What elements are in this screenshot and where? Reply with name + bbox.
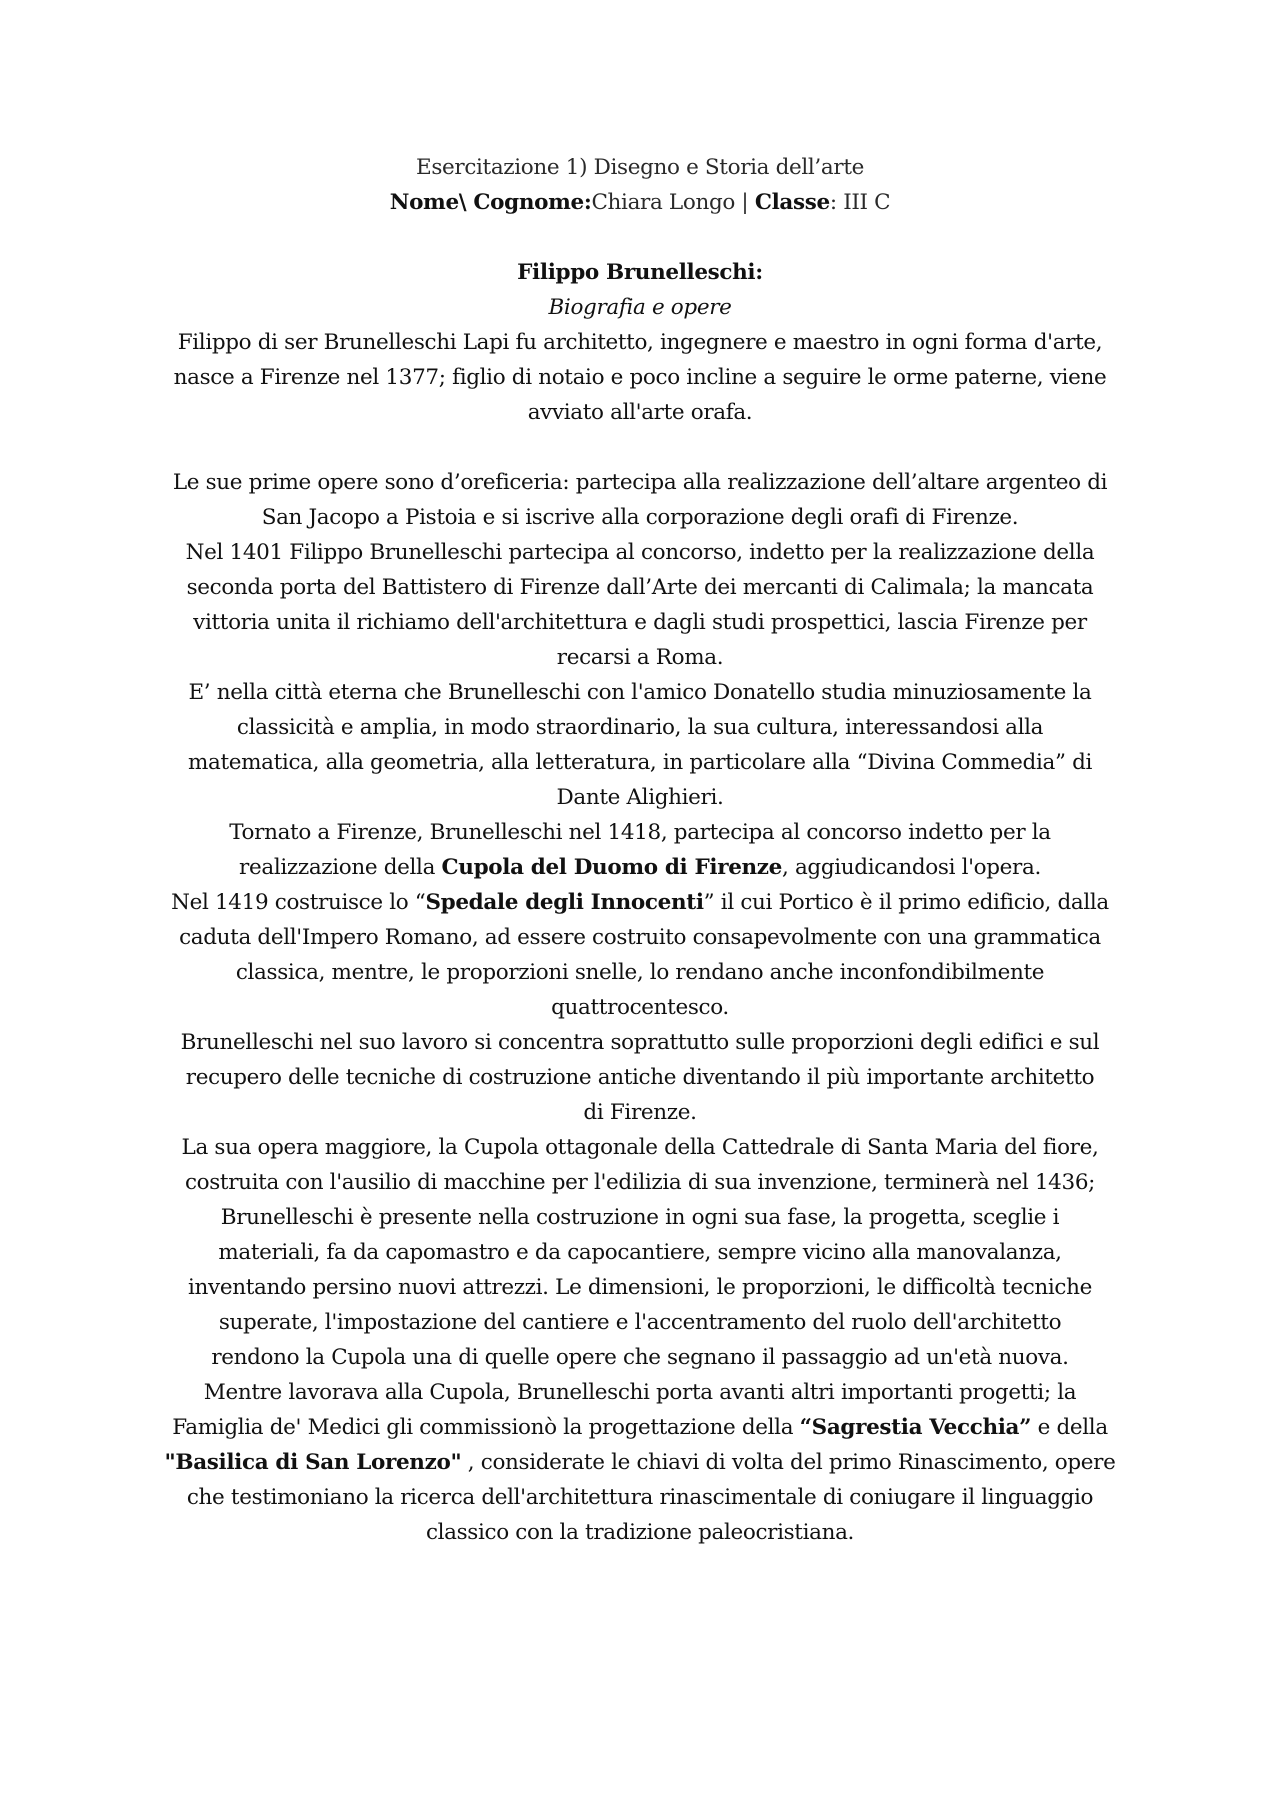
text-run: , considerate le chiavi di volta del primo Rinascimento, opere	[461, 1450, 1116, 1475]
body-line: costruita con l'ausilio di macchine per l'edilizia di sua invenzione, terminerà nel 1436;	[184, 1170, 1096, 1195]
exercise-heading: Esercitazione 1) Disegno e Storia dell’arte	[416, 155, 864, 180]
body-line: Filippo di ser Brunelleschi Lapi fu architetto, ingegnere e maestro in ogni forma d'arte,	[177, 330, 1103, 355]
name-label: Nome\ Cognome:	[389, 190, 592, 215]
body-line: quattrocentesco.	[551, 995, 729, 1020]
body-line: E’ nella città eterna che Brunelleschi con l'amico Donatello studia minuziosamente la	[188, 680, 1092, 705]
name-value: Chiara Longo |	[591, 190, 755, 215]
body-line	[140, 850, 1140, 885]
text-run: Famiglia de' Medici gli commissionò la progettazione della	[172, 1415, 800, 1440]
body-line: classicità e amplia, in modo straordinario, la sua cultura, interessandosi alla	[236, 715, 1044, 740]
body-line	[140, 1445, 1140, 1480]
text-run: Nel 1419 costruisce lo “	[171, 890, 426, 915]
body-line: Brunelleschi nel suo lavoro si concentra soprattutto sulle proporzioni degli edifici e sul	[180, 1030, 1100, 1055]
body-line: seconda porta del Battistero di Firenze dall’Arte dei mercanti di Calimala; la mancata	[186, 575, 1094, 600]
document-page	[140, 150, 1140, 1550]
body-line: superate, l'impostazione del cantiere e l'accentramento del ruolo dell'architetto	[218, 1310, 1062, 1335]
body-line: recupero delle tecniche di costruzione antiche diventando il più importante architetto	[185, 1065, 1095, 1090]
body-line: Le sue prime opere sono d’oreficeria: partecipa alla realizzazione dell’altare argenteo di	[172, 470, 1108, 495]
body-line: Brunelleschi è presente nella costruzione in ogni sua fase, la progetta, sceglie i	[220, 1205, 1060, 1230]
body-line: materiali, fa da capomastro e da capocantiere, sempre vicino alla manovalanza,	[218, 1240, 1062, 1265]
body-line: caduta dell'Impero Romano, ad essere costruito consapevolmente con una grammatica	[179, 925, 1101, 950]
body-line: che testimoniano la ricerca dell'architettura rinascimentale di coniugare il linguaggio	[186, 1485, 1094, 1510]
body-line: nasce a Firenze nel 1377; figlio di notaio e poco incline a seguire le orme paterne, viene	[173, 365, 1107, 390]
body-line: recarsi a Roma.	[556, 645, 724, 670]
body-line: Mentre lavorava alla Cupola, Brunelleschi porta avanti altri importanti progetti; la	[203, 1380, 1077, 1405]
student-info	[140, 185, 1140, 220]
text-run: , aggiudicandosi l'opera.	[782, 855, 1041, 880]
bold-text-run: "Basilica di San Lorenzo"	[164, 1450, 462, 1475]
body-line: Tornato a Firenze, Brunelleschi nel 1418, partecipa al concorso indetto per la	[229, 820, 1051, 845]
body-line: Nel 1401 Filippo Brunelleschi partecipa al concorso, indetto per la realizzazione della	[185, 540, 1095, 565]
body-line: Dante Alighieri.	[556, 785, 724, 810]
body-line: avviato all'arte orafa.	[527, 400, 753, 425]
text-run: realizzazione della	[239, 855, 442, 880]
text-run: ” il cui Portico è il primo edificio, dalla	[703, 890, 1109, 915]
class-separator: :	[829, 190, 844, 215]
spacer	[140, 430, 1140, 465]
spacer	[140, 220, 1140, 255]
body-line	[140, 885, 1140, 920]
body-line: San Jacopo a Pistoia e si iscrive alla corporazione degli orafi di Firenze.	[261, 505, 1019, 530]
document-subtitle: Biografia e opere	[548, 295, 732, 320]
body-line: rendono la Cupola una di quelle opere che segnano il passaggio ad un'età nuova.	[211, 1345, 1069, 1370]
body-line	[140, 1410, 1140, 1445]
bold-text-run: Cupola del Duomo di Firenze	[441, 855, 782, 880]
document-title: Filippo Brunelleschi:	[517, 260, 763, 285]
text-run: e della	[1031, 1415, 1108, 1440]
class-label: Classe	[754, 190, 830, 215]
body-line: di Firenze.	[583, 1100, 697, 1125]
body-line: classico con la tradizione paleocristiana.	[425, 1520, 855, 1545]
body-line: classica, mentre, le proporzioni snelle, lo rendano anche inconfondibilmente	[235, 960, 1045, 985]
body-line: vittoria unita il richiamo dell'architettura e dagli studi prospettici, lascia Firenze per	[193, 610, 1087, 635]
body-line: inventando persino nuovi attrezzi. Le dimensioni, le proporzioni, le difficoltà tecniche	[188, 1275, 1092, 1300]
bold-text-run: “Sagrestia Vecchia”	[799, 1415, 1032, 1440]
body-line: matematica, alla geometria, alla letteratura, in particolare alla “Divina Commedia” di	[187, 750, 1093, 775]
class-value: III C	[843, 190, 891, 215]
bold-text-run: Spedale degli Innocenti	[425, 890, 704, 915]
body-line: La sua opera maggiore, la Cupola ottagonale della Cattedrale di Santa Maria del fiore,	[181, 1135, 1099, 1160]
